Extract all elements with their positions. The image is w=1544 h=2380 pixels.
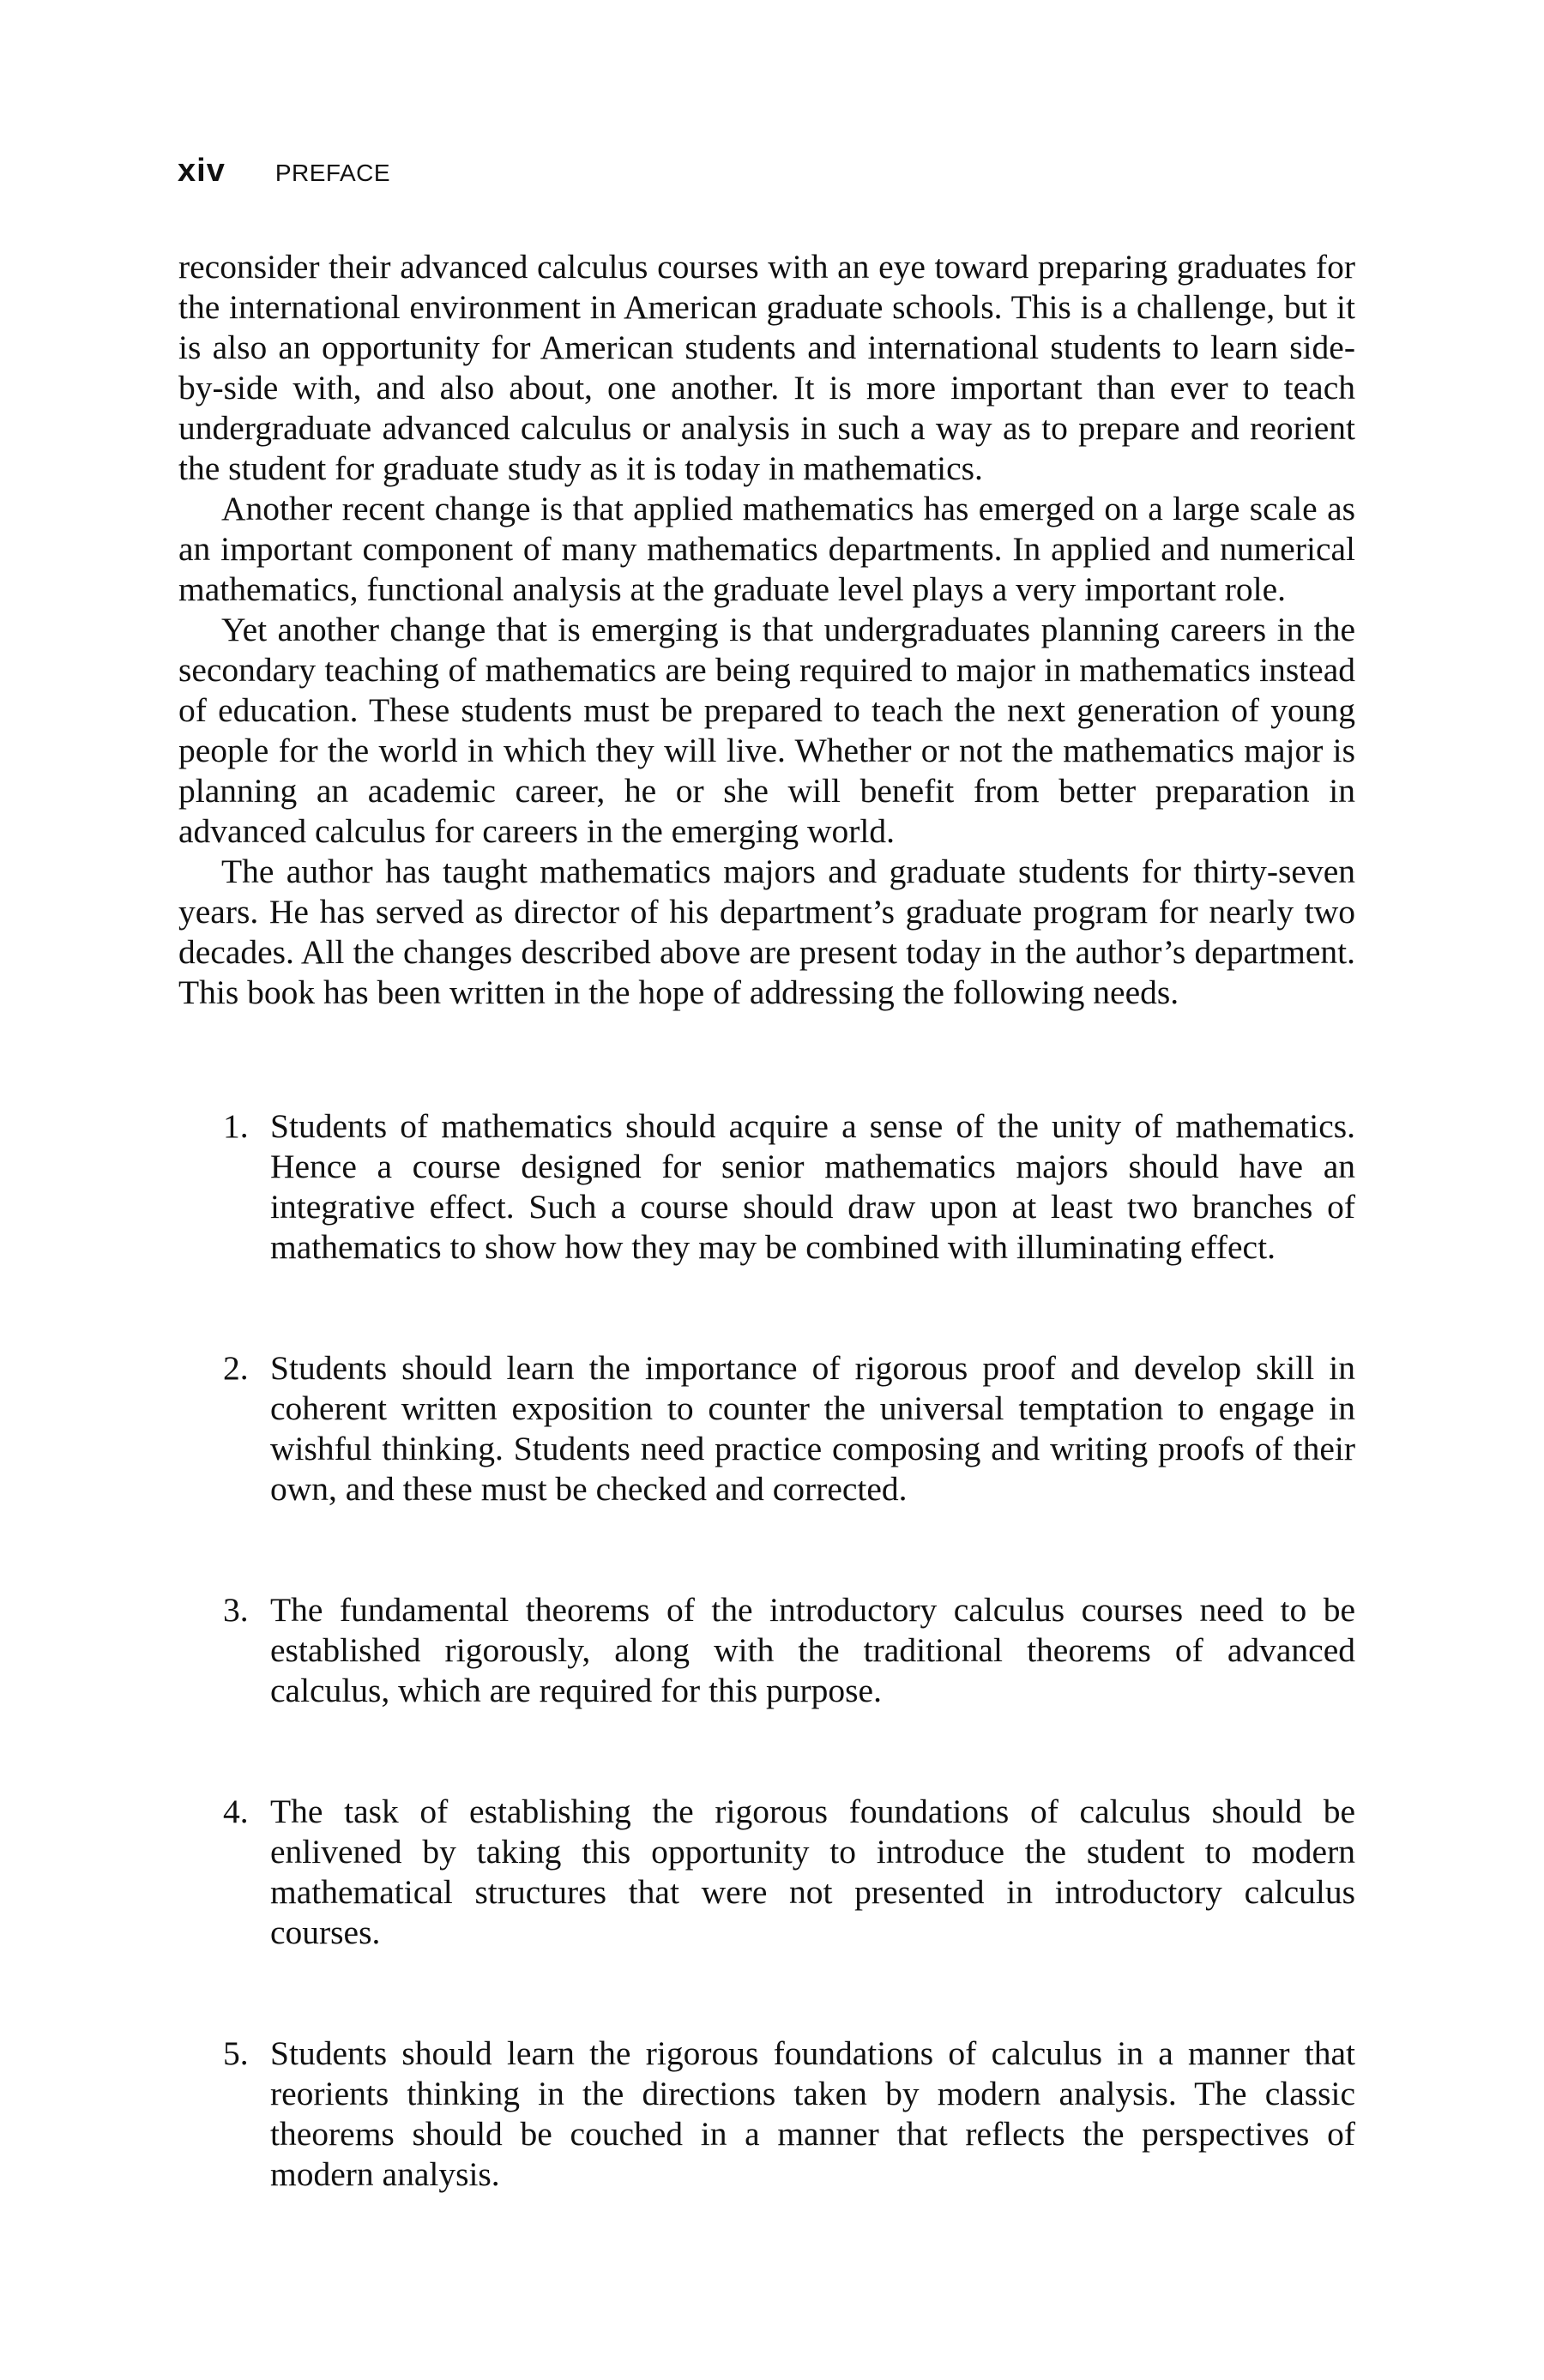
- paragraph: Another recent change is that applied mathematics has emerged on a large scale as an important component of many mathematics departments. In applied and numerical mathematics, functional analysis at the graduate level plays a very important role.: [178, 490, 1355, 608]
- page-number: xiv: [178, 153, 226, 189]
- list-item-text: Students should learn the importance of rigorous proof and develop skill in coherent written exposition to counter the universal temptation to engage in wishful thinking. Students need practice composing and writing proofs of their own, and these must be checked and corrected.: [270, 1349, 1355, 1508]
- list-item: [223, 1348, 1355, 1509]
- list-item: [223, 1106, 1355, 1268]
- running-head: [178, 153, 390, 204]
- list-item: [223, 2034, 1355, 2195]
- list-item-text: Students of mathematics should acquire a sense of the unity of mathematics. Hence a course designed for senior mathematics majors should have an integrative effect. Such a course should draw upon at least two branches of mathematics to show how they may be combined with illuminating effect.: [270, 1107, 1355, 1266]
- list-item-text: The task of establishing the rigorous foundations of calculus should be enlivened by taking this opportunity to introduce the student to modern mathematical structures that were not presented in introductory calculus courses.: [270, 1793, 1355, 1951]
- paragraph: The author has taught mathematics majors and graduate students for thirty-seven years. He has served as director of his department’s graduate program for nearly two decades. All the changes described above are present today in the author’s department. This book has been written in the hope of addressing the following needs.: [178, 853, 1355, 1011]
- list-item: [223, 1590, 1355, 1711]
- preface-body: [178, 247, 1355, 1013]
- section-title: PREFACE: [274, 160, 391, 186]
- list-item-number: 3.: [223, 1591, 249, 1629]
- list-item-text: Students should learn the rigorous foundations of calculus in a manner that reorients thinking in the directions taken by modern analysis. The classic theorems should be couched in a manner that reflects the perspectives of modern analysis.: [270, 2034, 1355, 2193]
- list-item-number: 1.: [223, 1107, 249, 1145]
- list-item-number: 5.: [223, 2034, 249, 2072]
- list-item-number: 2.: [223, 1349, 249, 1387]
- list-item-number: 4.: [223, 1793, 249, 1830]
- needs-list: [223, 1106, 1355, 2195]
- paragraph-continued: reconsider their advanced calculus courses with an eye toward preparing graduates for the international environment in American graduate schools. This is a challenge, but it is also an opportunity for American students and international students to learn side-by-side with, and also about, one another. It is more important than ever to teach undergraduate advanced calculus or analysis in such a way as to prepare and reorient the student for graduate study as it is today in mathematics.: [178, 248, 1355, 487]
- list-item: [223, 1792, 1355, 1953]
- paragraph: Yet another change that is emerging is that undergraduates planning careers in the secondary teaching of mathematics are being required to major in mathematics instead of education. These students must be prepared to teach the next generation of young people for the world in which they will live. Whether or not the mathematics major is planning an academic career, he or she will benefit from better preparation in advanced calculus for careers in the emerging world.: [178, 611, 1355, 850]
- list-item-text: The fundamental theorems of the introductory calculus courses need to be established rigorously, along with the traditional theorems of advanced calculus, which are required for this purpose.: [270, 1591, 1355, 1709]
